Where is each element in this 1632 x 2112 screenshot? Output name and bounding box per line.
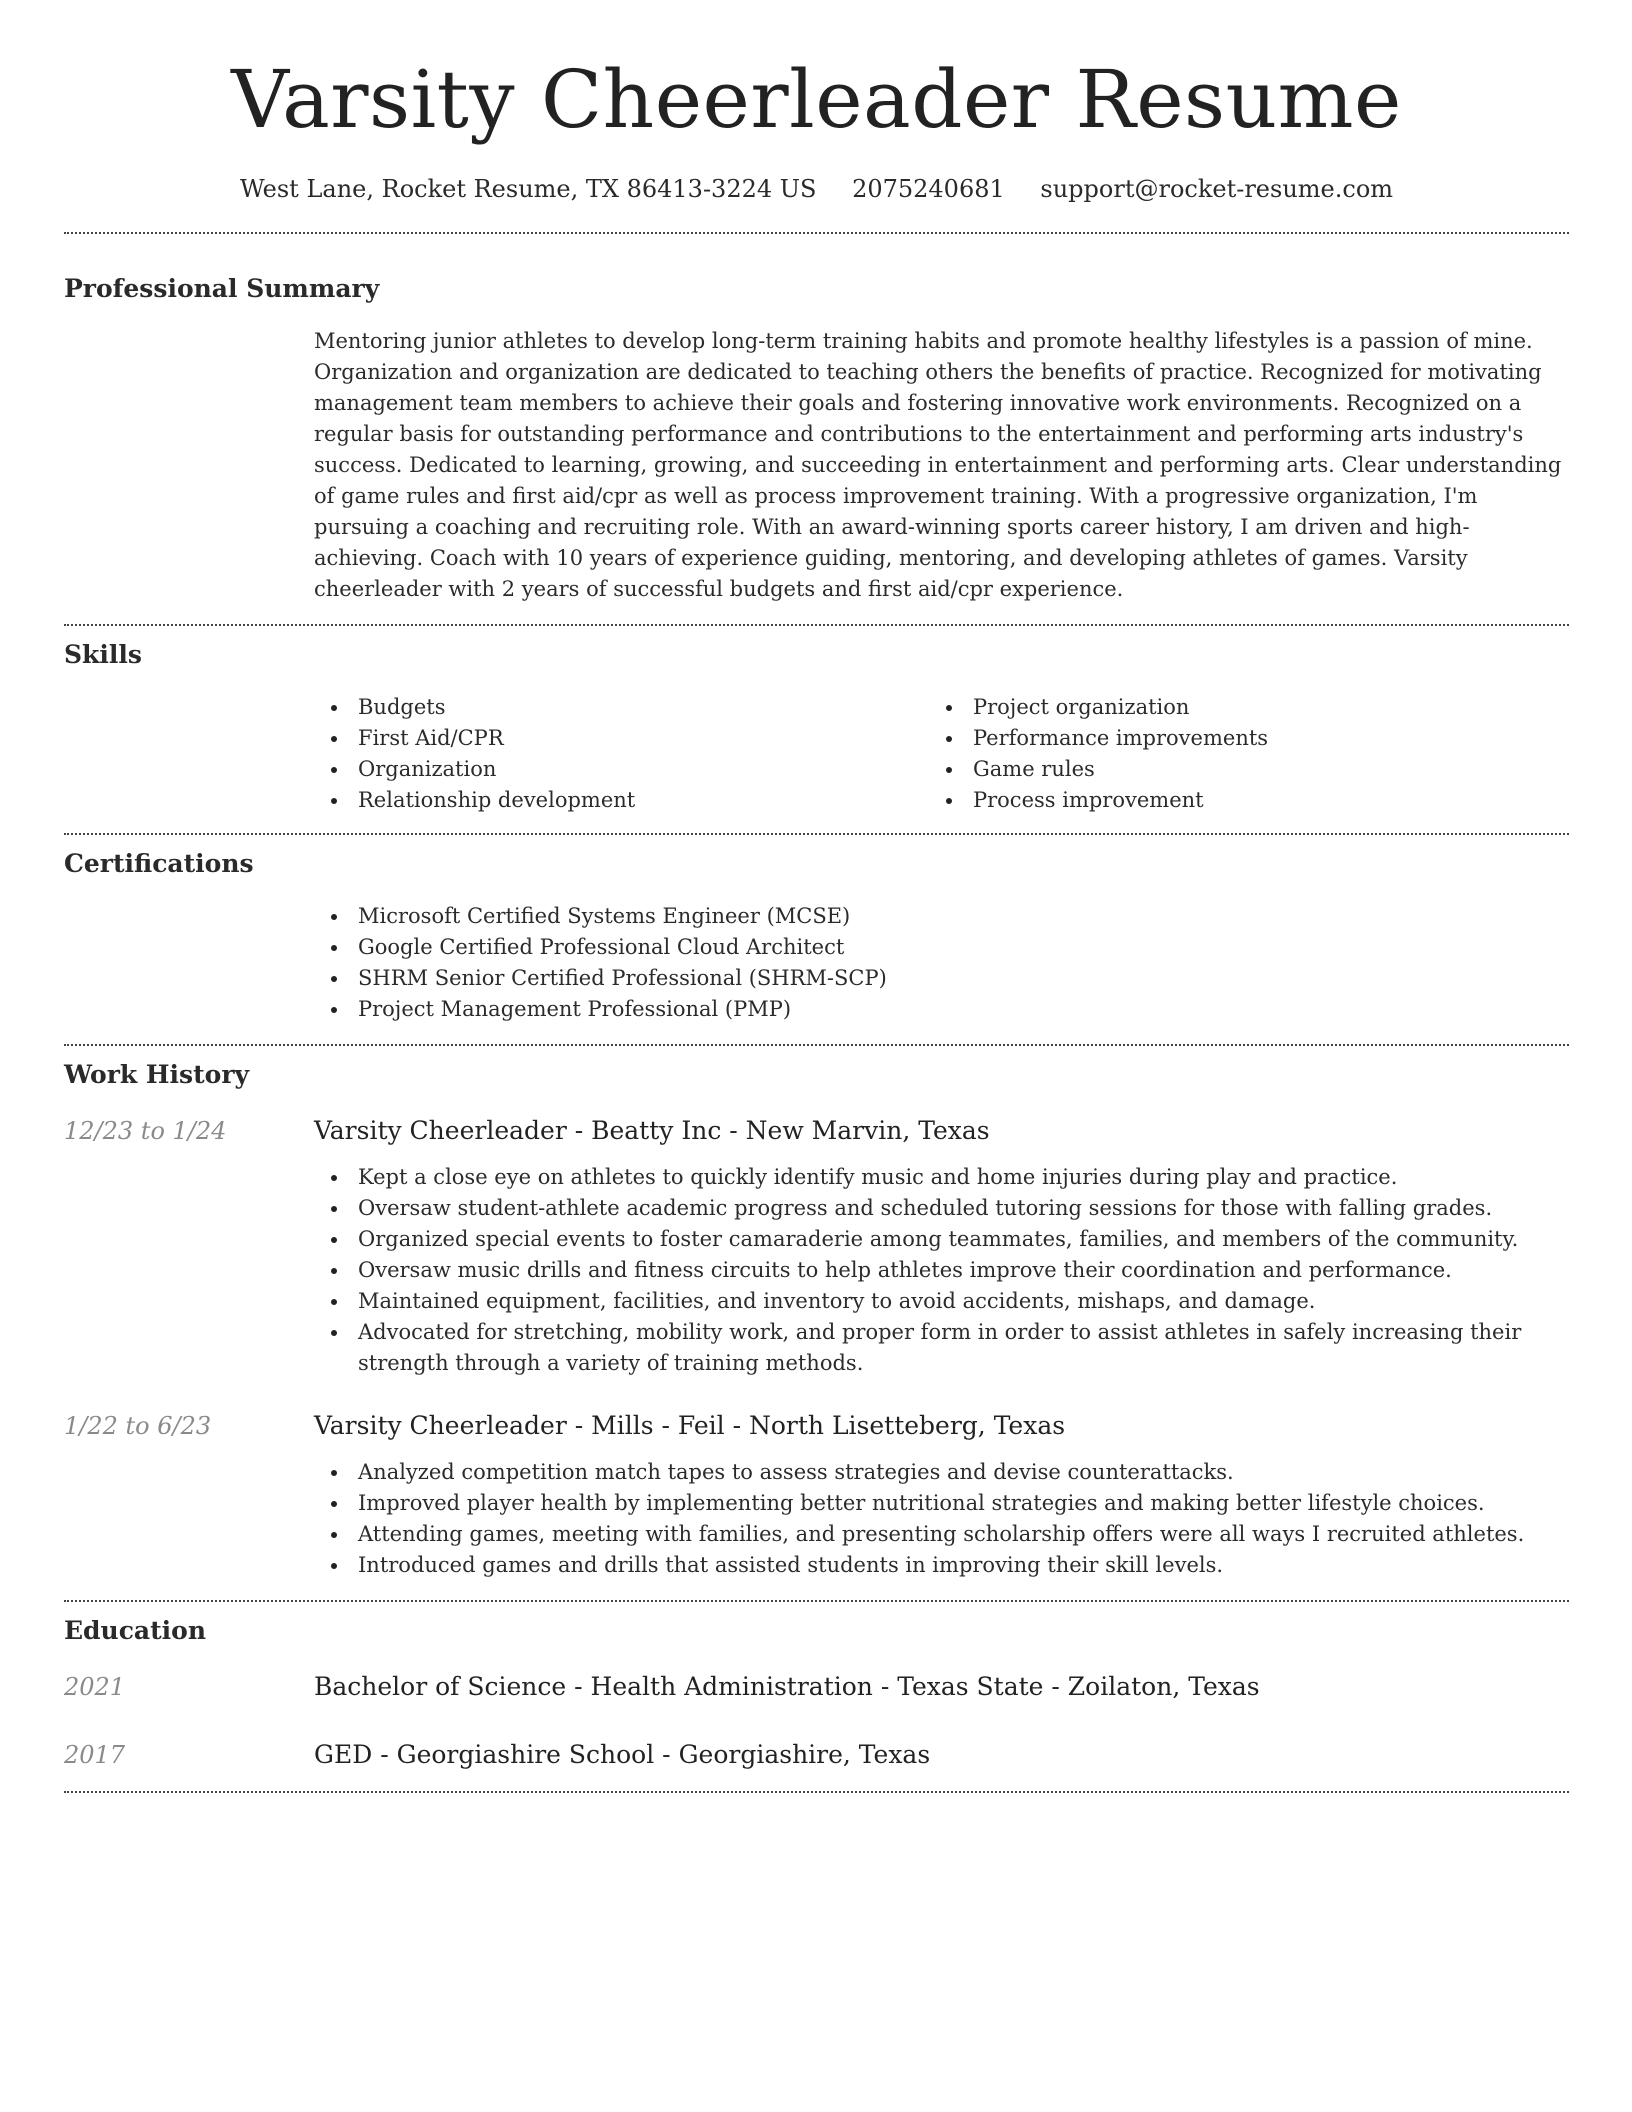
job-duty: Organized special events to foster camaraderie among teammates, families, and members of the community. (358, 1224, 1569, 1255)
certification-item: Project Management Professional (PMP) (358, 994, 1569, 1025)
certifications-heading: Certifications (64, 849, 254, 878)
job-heading: Varsity Cheerleader - Beatty Inc - New Marvin, Texas (314, 1116, 990, 1145)
job-entry (64, 1409, 1569, 1581)
job-duty: Kept a close eye on athletes to quickly identify music and home injuries during play and practice. (358, 1162, 1569, 1193)
education-date: 2017 (64, 1741, 126, 1769)
education-entry (64, 1738, 1569, 1772)
contact-address: West Lane, Rocket Resume, TX 86413-3224 US (239, 175, 817, 203)
job-duty: Oversaw student-athlete academic progress and scheduled tutoring sessions for those with falling grades. (358, 1193, 1569, 1224)
job-date: 1/22 to 6/23 (64, 1412, 212, 1440)
education-date: 2021 (64, 1673, 126, 1701)
job-duty: Introduced games and drills that assisted students in improving their skill levels. (358, 1550, 1569, 1581)
contact-phone: 2075240681 (852, 175, 1005, 203)
education-heading-line: Bachelor of Science - Health Administration - Texas State - Zoilaton, Texas (314, 1672, 1260, 1701)
certification-item: Microsoft Certified Systems Engineer (MCSE) (358, 901, 1569, 932)
work-history-heading: Work History (64, 1060, 250, 1089)
job-date: 12/23 to 1/24 (64, 1117, 227, 1145)
job-duties-list (314, 1162, 1569, 1379)
summary-text: Mentoring junior athletes to develop long-term training habits and promote healthy lifestyles is a passion of mine. Organization and organization are dedicated to teaching others the benefits of practice. Recognized for motivating management team members to achieve their goals and fostering innovative work environments. Recognized on a regular basis for outstanding performance and contributions to the entertainment and performing arts industry's success. Dedicated to learning, growing, and succeeding in entertainment and performing arts. Clear understanding of game rules and first aid/cpr as well as process improvement training. With a progressive organization, I'm pursuing a coaching and recruiting role. With an award-winning sports career history, I am driven and high-achieving. Coach with 10 years of experience guiding, mentoring, and developing athletes of games. Varsity cheerleader with 2 years of successful budgets and first aid/cpr experience. (314, 329, 1562, 601)
job-duty: Attending games, meeting with families, and presenting scholarship offers were all ways I recruited athletes. (358, 1519, 1569, 1550)
contact-line (64, 172, 1569, 206)
education-heading-line: GED - Georgiashire School - Georgiashire, Texas (314, 1740, 931, 1769)
certifications-section (64, 835, 1569, 1025)
job-duty: Advocated for stretching, mobility work, and proper form in order to assist athletes in safely increasing their strength through a variety of training methods. (358, 1317, 1569, 1379)
summary-heading: Professional Summary (64, 274, 380, 303)
summary-section (64, 234, 1569, 605)
job-entry (64, 1114, 1569, 1379)
job-duty: Oversaw music drills and fitness circuits to help athletes improve their coordination and performance. (358, 1255, 1569, 1286)
skills-section (64, 626, 1569, 816)
resume-page (64, 0, 1569, 1793)
job-duty: Analyzed competition match tapes to assess strategies and devise counterattacks. (358, 1457, 1569, 1488)
skill-item: Organization (358, 754, 929, 785)
education-section (64, 1602, 1569, 1772)
job-duty: Improved player health by implementing better nutritional strategies and making better lifestyle choices. (358, 1488, 1569, 1519)
skills-list-right (929, 692, 1569, 816)
job-duties-list (314, 1457, 1569, 1581)
job-duty: Maintained equipment, facilities, and inventory to avoid accidents, mishaps, and damage. (358, 1286, 1569, 1317)
certification-item: Google Certified Professional Cloud Architect (358, 932, 1569, 963)
job-heading: Varsity Cheerleader - Mills - Feil - North Lisetteberg, Texas (314, 1411, 1066, 1440)
skill-item: First Aid/CPR (358, 723, 929, 754)
skill-item: Game rules (973, 754, 1569, 785)
skill-item: Performance improvements (973, 723, 1569, 754)
skills-list-left (314, 692, 929, 816)
certifications-list (314, 901, 1569, 1025)
work-history-section (64, 1046, 1569, 1581)
divider (64, 1791, 1569, 1793)
contact-email: support@rocket-resume.com (1040, 175, 1394, 203)
skill-item: Relationship development (358, 785, 929, 816)
education-heading: Education (64, 1616, 207, 1645)
certification-item: SHRM Senior Certified Professional (SHRM-SCP) (358, 963, 1569, 994)
skill-item: Project organization (973, 692, 1569, 723)
resume-title: Varsity Cheerleader Resume (231, 53, 1402, 146)
education-entry (64, 1670, 1569, 1704)
skill-item: Process improvement (973, 785, 1569, 816)
skills-heading: Skills (64, 640, 142, 669)
skill-item: Budgets (358, 692, 929, 723)
